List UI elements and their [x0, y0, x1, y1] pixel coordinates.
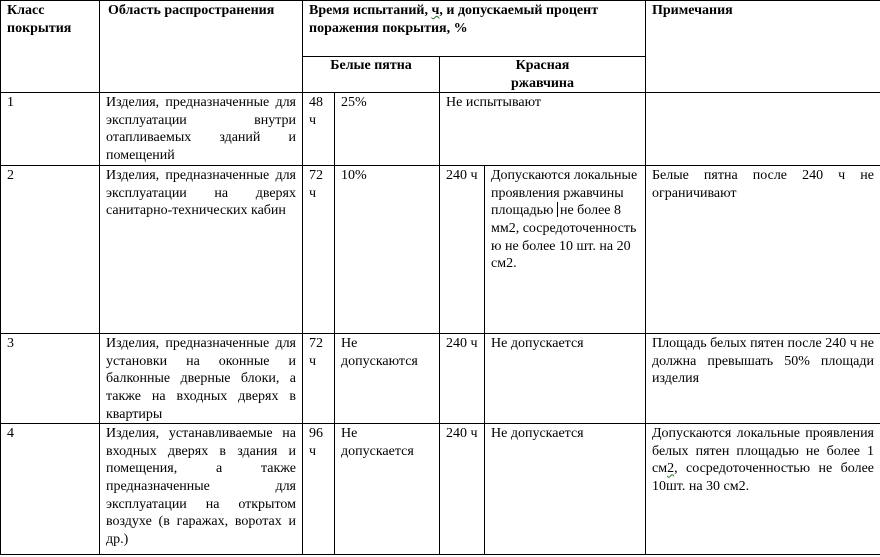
table-row	[1, 93, 880, 166]
header-white-spots: Белые пятна	[303, 57, 440, 93]
notes-cell: Допускаются локальные проявления белых пятен площадью не более 1 см2, сосредоточенностью не более 10шт. на 30 см2.	[646, 424, 880, 555]
white-percent-cell: Не допускается	[335, 424, 440, 555]
table-row	[1, 166, 880, 334]
class-cell: 4	[1, 424, 100, 555]
white-percent-cell: Не допускаются	[335, 334, 440, 424]
rust-time-cell: 240 ч	[440, 334, 485, 424]
class-cell: 2	[1, 166, 100, 334]
header-area: Область распространения	[100, 1, 303, 93]
table-row	[1, 424, 880, 555]
white-time-cell: 48 ч	[303, 93, 335, 166]
rust-cell: Не испытывают	[440, 93, 646, 166]
area-cell: Изделия, устанавливаемые на входных дверях в здания и помещения, а также предназначенные для эксплуатации на открытом воздухе (в гаражах, воротах и др.)	[100, 424, 303, 555]
header-time: Время испытаний, ч, и допускаемый процент поражения покрытия, %	[303, 1, 646, 57]
white-time-cell: 72 ч	[303, 166, 335, 334]
table-row	[1, 334, 880, 424]
notes-cell	[646, 93, 880, 166]
class-cell: 1	[1, 93, 100, 166]
rust-text-cell: Не допускается	[485, 334, 646, 424]
header-notes: Примечания	[646, 1, 880, 93]
area-cell: Изделия, предназначенные для установки на оконные и балконные дверные блоки, а также на входных дверях в квартиры	[100, 334, 303, 424]
area-cell: Изделия, предназначенные для эксплуатации на дверях санитарно-технических кабин	[100, 166, 303, 334]
rust-time-cell: 240 ч	[440, 424, 485, 555]
class-cell: 3	[1, 334, 100, 424]
white-percent-cell: 25%	[335, 93, 440, 166]
header-red-rust: Красная ржавчина	[440, 57, 646, 93]
text-cursor	[557, 202, 558, 217]
white-time-cell: 96 ч	[303, 424, 335, 555]
header-class: Класс покрытия	[1, 1, 100, 93]
notes-cell: Площадь белых пятен после 240 ч не должна превышать 50% площади изделия	[646, 334, 880, 424]
header-row	[1, 1, 880, 57]
white-percent-cell: 10%	[335, 166, 440, 334]
notes-cell: Белые пятна после 240 ч не ограничивают	[646, 166, 880, 334]
rust-text-cell: Допускаются локальные проявления ржавчины площадью не более 8 мм2, сосредоточенность ю не более 10 шт. на 20 см2.	[485, 166, 646, 334]
rust-time-cell: 240 ч	[440, 166, 485, 334]
rust-text-cell: Не допускается	[485, 424, 646, 555]
white-time-cell: 72 ч	[303, 334, 335, 424]
area-cell: Изделия, предназначенные для эксплуатации внутри отапливаемых зданий и помещений	[100, 93, 303, 166]
